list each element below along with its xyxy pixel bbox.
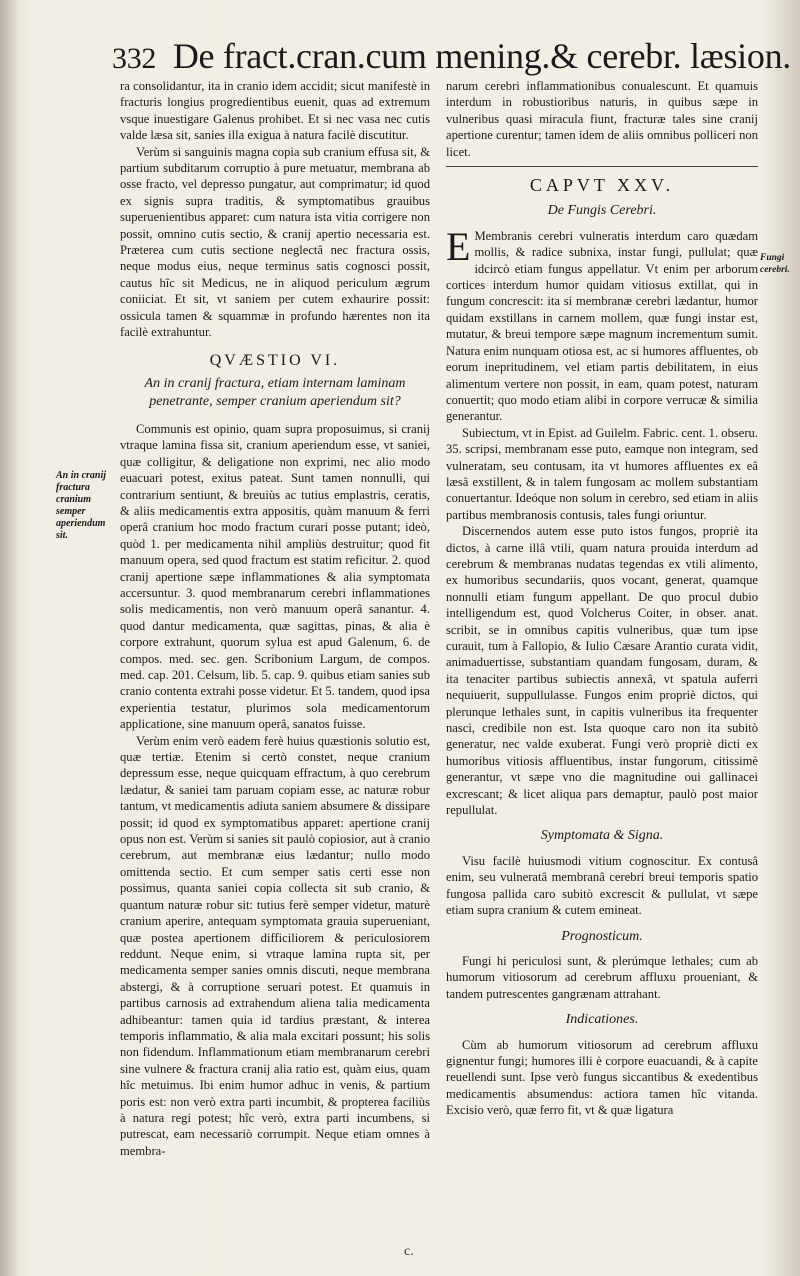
right-paragraph-1-text: Membranis cerebri vulneratis interdum caro quædam mollis, & radice subnixa, instar fungi, pullulat; quæ idcircò etiam fungus appellatur. Vt enim per arborum cortices interdum humor quidam vitiosus extillat, qui in fungum concrescit: ita si membranæ cerebri lædantur, humor quidam exstillans in carnem mollem, quæ fungi instar est, mutatur, & breui tempore sæpe magnum incrementum sumit. Natura enim nunquam otiosa est, ac si humores affluentes, ob eorum inepritudinem, vel etiam partis debilitatem, in eius alimentum vertere non possit, in eam, quam potest, naturam conuertit; quo modo etiam alibi in corpore verrucæ & similia generantur. <box>446 228 758 424</box>
right-paragraph-1 <box>446 223 758 425</box>
margin-note-right: Fungi cerebri. <box>760 253 790 275</box>
chapter-heading: CAPVT XXV. <box>529 175 675 196</box>
running-header <box>112 36 791 79</box>
left-column <box>120 78 430 1159</box>
right-paragraph-3: Discernendos autem esse puto istos fungos, propriè ita dictos, à carne illâ vtili, quam natura prouida interdum ad cerebrum & membranas nudatas tegendas ex vtili alimento, ex humoribus secundariis, quos vocant, generat, quamque nonnulli etiam fungum appellant. De quo procul dubio intelligendum est, quod Volcherus Coiter, in obser. anat. scribit, se in omnibus capitis vulneribus, quæ tum ipse curauit, tum à Fallopio, & Iulio Cæsare Arantio curata vidit, animaduertisse, substantiam quandam fungosam, duram, & ita tenaciter partibus subiectis annexâ, vt spatula auferri nequiuerit, suppullulasse. Fungos enim propriè dictos, qui plerunque lethales sunt, in capitis vulneribus ita frequenter nasci, credibile non est. Ista quoque caro non ita subitò generatur, nec valde exuberat. Fungi verò propriè dicti ex humoribus vitiosis affluentibus, instar fungorum, citissimè generantur, vt sæpe vno die magnitudine oui gallinacei excrescant; & licet aliqua pars demaptur, paulò post maior repullulat. <box>446 524 758 818</box>
right-paragraph-6: Cùm ab humorum vitiosorum ad cerebrum affluxu gignentur fungi; humores illi è corpore euacuandi, & à capite reuellendi sunt. Ipse verò fungus siccantibus & exedentibus medicamentis absumendus: actiora tamen hîc vitanda. Excisio verò, quæ ferro fit, vt & quæ ligatura <box>446 1037 758 1118</box>
signature-mark: c. <box>404 1244 414 1259</box>
left-paragraph-2: Verùm si sanguinis magna copia sub cranium effusa sit, & partium subditarum corruptio à pure metuatur, membrana ab osse fracto, vel depresso pungatur, aut comprimatur; id quod ex signis supra traditis, & symptomatibus grauibus superuenientibus apparet: cum natura ista vitia corrigere non possit, omnino cutis sectio, & cranij apertio necessaria est. Præterea cum cutis sectione neglectâ nec fractura ossis, neque modus eius, neque terminus satis cognosci possit, cautus hîc sit Medicus, ne in aliquod periculum ægrum coniiciat. Et sit, vt saniem per cutem exhaurire possit: ossicula tamen & squammæ in profundo hærentes non ita facilè extrahuntur. <box>120 144 430 340</box>
right-paragraph-2: Subiectum, vt in Epist. ad Guilelm. Fabric. cent. 1. obseru. 35. scripsi, membranam esse puto, eamque non integram, sed vulneratam, seu contusam, ita vt humores affluentes ex eâ læsâ exstillent, & in talem fungosam ac mollem substantiam conuertantur. Ideóque non solum in cerebro, sed etiam in aliis partibus membranosis contusis, tales fungi oriuntur. <box>446 425 758 522</box>
page-number: 332 <box>112 42 157 75</box>
binding-fold <box>0 0 18 1276</box>
right-column <box>446 78 758 1119</box>
left-paragraph-3: Communis est opinio, quam supra proposuimus, si cranij vtraque lamina fissa sit, cranium aperiendum esse, vt saniei, quæ colligitur, & deligatione non exprimi, nec alio modo euacuari potest, exitus pateat. Sunt tamen nonnulli, qui contrarium sentiunt, & breuiùs ac tutius emplastris, ceratis, & aliis medicamentis extra appositis, quàm manuum & ferri operâ cranium hoc modo fractum curari posse putant; ideò, quòd 1. per medicamenta nihil ampliùs destruitur; quod fit manuum opera, sed quod fractum est statim reficitur. 2. quod cranij apertione sæpe inflammationes & alia symptomata accersuntur. 3. quod membranarum cerebri inflammationes solis medicamentis, non verò manuum operâ sanantur. 4. quod dantur medicamenta, quæ sagittas, pinas, & alia è corpore extrahunt, quorum sylua est apud Galenum, 6. de compos. med. sec. gen. Scribonium Largum, de compos. med. cap. 201. Celsum, lib. 5. cap. 9. quibus etiam sanies sub cranio contenta extrahi posse videtur. Et 5. tandem, quod ipsa experientia testatur, plurimos sola medicamentorum applicatione, sine manuum operâ, sanatos fuisse. <box>120 421 430 732</box>
prognosis-heading: Prognosticum. <box>561 928 643 944</box>
question-heading: QVÆSTIO VI. <box>209 351 341 369</box>
indications-heading: Indicationes. <box>565 1012 639 1028</box>
right-paragraph-4: Visu facilè huiusmodi vitium cognoscitur. Ex contusâ enim, seu vulneratâ membranâ cerebri breui temporis spatio fungosa pallida caro subitò excrescit & pullulat, vt sæpe etiam supra cranium & cutem emineat. <box>446 853 758 918</box>
running-title: De fract.cran.cum mening.& cerebr. læsion. <box>172 36 791 76</box>
left-paragraph-1: ra consolidantur, ita in cranio idem accidit; sicut manifestè in fracturis longius progredientibus euenit, quas ad extremum vsque inuestigare Galenus prohibet. Et si nec vasa nec cutis valde læsa sit, sanies illa exigua à natura facilè discutitur. <box>120 79 430 143</box>
right-paragraph-top: narum cerebri inflammationibus conualescunt. Et quamuis interdum in robustioribus naturis, in quibus sæpe in vulneribus quasi miracula fiunt, fracturæ tales sine cranij apertione curentur; tamen idem de aliis omnibus polliceri non licet. <box>446 79 758 159</box>
chapter-rule <box>446 166 758 167</box>
question-title: An in cranij fractura, etiam internam laminam penetrante, semper cranium aperiendum sit? <box>144 375 406 409</box>
signs-heading: Symptomata & Signa. <box>540 828 664 844</box>
left-paragraph-4: Verùm enim verò eadem ferè huius quæstionis solutio est, quæ tertiæ. Etenim si certò constet, neque cranium depressum esse, neque quicquam effractum, à quo cerebrum lædatur, & saniei tam paruam copiam esse, ac naturæ robur tantum, vt medicamentis adiuta saniem absumere & dissipare possit; id quod ex symptomatibus apparet: apertione cranij opus non est. Verùm si sanies sit paulò copiosior, aut à cranio cerebrum, aut membranæ eius lædantur; nullo modo omittenda sectio. Et cum semper satis certi esse non possimus, quanta saniei copia collecta sit sub cranio, & quantum naturæ robur sit: tutius ferè semper videtur, maturè cranium aperire, antequam symptomata grauia superueniant, quæ postea apertionem difficiliorem & periculosiorem reddunt. Neque enim, si vtraque lamina rupta sit, per medicamenta semper sanies omnis discuti, neque membrana abstergi, & à corruptione seruari potest. Et quamuis in partibus carnosis ad extrahendum aliena talia medicamenta adhibeantur: tamen quia id tardius præstant, & interea temporis inflammatio, & alia mala excitari possunt; his solis non fidendum. Inflammationum etiam membranarum cerebri sine vulnere & fractura cranij alia ratio est, quàm eius, quam hîc metuimus. Ibi enim humor adhuc in venis, & partium poris est: non verò extra parti incumbit, & propterea faciliùs à natura regi potest; hîc verò, extra parti incumbens, si putrescat, eam necessariò corrumpit. Neque etiam omnes à membra- <box>120 733 430 1158</box>
chapter-title: De Fungis Cerebri. <box>547 203 657 219</box>
right-paragraph-5: Fungi hi periculosi sunt, & plerúmque lethales; cum ab humorum vitiosorum ad cerebrum affluxu proueniant, & tandem putrescentes gangrænam attrahant. <box>446 953 758 1001</box>
margin-note-left: An in cranij fractura cranium semper aperiendum sit. <box>56 470 107 541</box>
drop-cap: E <box>446 223 471 269</box>
